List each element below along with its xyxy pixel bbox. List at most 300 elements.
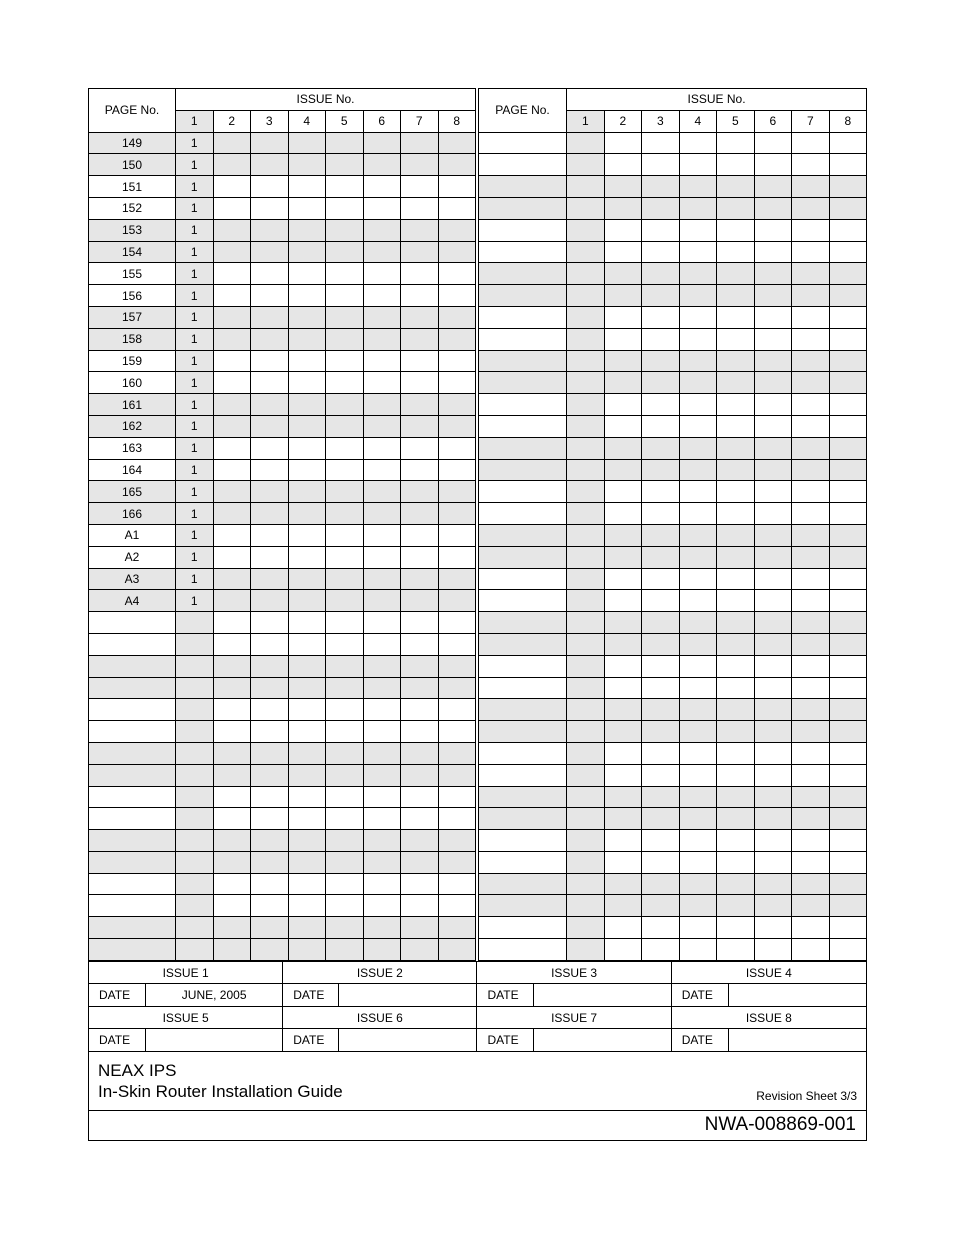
table-row [479,612,867,634]
product-name: NEAX IPS [98,1060,177,1080]
issue-column-3: 3 [642,110,680,132]
issue-7-label: ISSUE 7 [477,1006,671,1029]
issue-2-date-label: DATE [283,984,339,1007]
table-row [89,350,476,372]
issue-cell-5 [326,306,364,328]
issue-cell-2 [604,764,642,786]
issue-cell-8 [438,437,476,459]
page-number-cell [479,830,567,852]
issue-cell-1 [176,612,214,634]
page-number-cell: 150 [89,154,176,176]
issue-cell-2 [213,372,251,394]
issue-cell-1 [567,263,605,285]
table-row [479,895,867,917]
issue-cell-1 [567,524,605,546]
issue-cell-8 [438,415,476,437]
issue-cell-7 [792,394,830,416]
issue-cell-5 [326,917,364,939]
issue-cell-7 [792,590,830,612]
issue-cell-7 [401,241,439,263]
page-number-cell: 154 [89,241,176,263]
issue-cell-2 [604,524,642,546]
issue-cell-7 [401,481,439,503]
table-row [89,241,476,263]
page-number-cell [89,699,176,721]
issue-cell-1 [176,655,214,677]
issue-cell-6 [363,219,401,241]
issue-cell-7 [401,873,439,895]
issue-cell-7 [792,285,830,307]
issue-cell-3 [251,285,289,307]
issue-cell-4 [288,328,326,350]
issue-cell-3 [251,263,289,285]
issue-cell-1: 1 [176,241,214,263]
issue-cell-3 [251,176,289,198]
issue-cell-5 [717,873,755,895]
issue-cell-6 [754,655,792,677]
issue-cell-8 [829,939,867,961]
issue-cell-6 [363,851,401,873]
issue-column-4: 4 [679,110,717,132]
issue-cell-3 [251,939,289,961]
issue-cell-5 [326,503,364,525]
issue-cell-7 [401,394,439,416]
issue-cell-7 [792,219,830,241]
page-number-cell [479,655,567,677]
issue-cell-3 [642,786,680,808]
issue-cell-5 [326,590,364,612]
issue-cell-5 [326,197,364,219]
issue-8-date [728,1029,866,1052]
issue-cell-6 [754,546,792,568]
table-row [479,197,867,219]
issue-cell-6 [754,830,792,852]
issue-cell-4 [288,197,326,219]
issue-cell-7 [401,590,439,612]
issue-cell-3 [642,764,680,786]
table-row [479,328,867,350]
issue-cell-3 [251,633,289,655]
issue-cell-6 [363,176,401,198]
table-row [479,285,867,307]
issue-cell-3 [251,742,289,764]
issue-6-date-label: DATE [283,1029,339,1052]
issue-cell-3 [642,241,680,263]
table-row [89,437,476,459]
issue-column-5: 5 [717,110,755,132]
page-number-cell [89,742,176,764]
issue-cell-1: 1 [176,263,214,285]
issue-cell-5 [326,895,364,917]
page-number-cell [89,721,176,743]
issue-cell-5 [717,808,755,830]
issue-cell-8 [438,481,476,503]
issue-cell-7 [792,568,830,590]
issue-cell-5 [326,546,364,568]
issue-cell-2 [213,285,251,307]
issue-cell-2 [213,764,251,786]
issue-cell-5 [717,176,755,198]
issue-cell-4 [288,481,326,503]
issue-cell-5 [717,786,755,808]
issue-cell-8 [438,263,476,285]
issue-cell-5 [326,176,364,198]
table-row [89,612,476,634]
issue-cell-2 [213,350,251,372]
issue-cell-7 [401,764,439,786]
issue-cell-3 [251,873,289,895]
issue-cell-2 [213,851,251,873]
issue-cell-5 [717,263,755,285]
issue-cell-6 [363,939,401,961]
issue-cell-1 [176,851,214,873]
issue-cell-3 [251,677,289,699]
issue-cell-4 [679,742,717,764]
issue-cell-4 [679,699,717,721]
issue-cell-4 [679,917,717,939]
issue-cell-3 [642,830,680,852]
issue-cell-3 [251,524,289,546]
table-row [479,917,867,939]
issue-cell-7 [792,721,830,743]
issue-cell-5 [717,415,755,437]
issue-cell-2 [604,328,642,350]
issue-cell-8 [829,764,867,786]
issue-cell-6 [363,764,401,786]
issue-cell-1 [567,895,605,917]
issue-cell-3 [251,197,289,219]
issue-cell-2 [604,459,642,481]
issue-cell-1 [176,677,214,699]
page-number-cell [479,481,567,503]
issue-cell-4 [679,306,717,328]
issue-cell-4 [679,655,717,677]
issue-cell-4 [679,830,717,852]
issue-cell-6 [754,306,792,328]
issue-cell-4 [288,633,326,655]
issue-cell-4 [288,917,326,939]
issue-cell-2 [604,590,642,612]
table-row [89,895,476,917]
issue-cell-7 [401,437,439,459]
issue-cell-6 [363,263,401,285]
issue-cell-1 [567,764,605,786]
issue-cell-8 [438,851,476,873]
issue-cell-1 [567,786,605,808]
issue-cell-8 [438,372,476,394]
issue-cell-7 [792,786,830,808]
issue-cell-7 [401,132,439,154]
table-row [89,568,476,590]
issue-cell-8 [438,197,476,219]
issue-cell-1 [567,677,605,699]
issue-cell-5 [326,219,364,241]
issue-cell-1: 1 [176,437,214,459]
issue-cell-1 [176,895,214,917]
issue-cell-1 [567,568,605,590]
issue-cell-3 [642,306,680,328]
issue-cell-6 [754,721,792,743]
issue-cell-4 [288,241,326,263]
issue-cell-8 [829,132,867,154]
issue-cell-1: 1 [176,219,214,241]
issue-cell-3 [251,481,289,503]
issue-5-date [146,1029,283,1052]
issue-cell-8 [829,568,867,590]
page-number-cell: 155 [89,263,176,285]
issue-cell-7 [792,263,830,285]
issue-cell-6 [754,939,792,961]
issue-cell-4 [288,851,326,873]
issue-cell-6 [754,590,792,612]
issue-cell-8 [829,437,867,459]
issue-cell-6 [363,415,401,437]
issue-cell-8 [438,285,476,307]
issue-cell-8 [829,263,867,285]
issue-cell-2 [213,524,251,546]
issue-column-1: 1 [567,110,605,132]
issue-cell-4 [288,350,326,372]
issue-cell-2 [213,219,251,241]
issue-cell-7 [401,612,439,634]
issue-cell-1 [567,721,605,743]
issue-cell-2 [604,568,642,590]
issue-cell-2 [213,394,251,416]
issue-cell-6 [754,633,792,655]
issue-cell-2 [213,612,251,634]
page-number-cell: 157 [89,306,176,328]
issue-cell-1 [567,197,605,219]
issue-cell-5 [326,721,364,743]
issue-cell-3 [642,372,680,394]
issue-cell-2 [604,873,642,895]
issue-cell-1: 1 [176,524,214,546]
table-row [89,939,476,961]
issue-cell-5 [326,241,364,263]
issue-cell-3 [251,219,289,241]
issue-4-date-label: DATE [671,984,728,1007]
table-row [89,197,476,219]
issue-cell-6 [754,742,792,764]
page-number-cell [89,895,176,917]
issue-cell-5 [717,830,755,852]
issue-cell-7 [401,699,439,721]
issue-cell-1 [176,808,214,830]
issue-cell-2 [604,699,642,721]
page-number-cell [479,677,567,699]
issue-cell-7 [792,808,830,830]
table-row [89,830,476,852]
issue-cell-6 [754,219,792,241]
issue-cell-3 [642,808,680,830]
issue-cell-8 [829,285,867,307]
page-number-cell [479,524,567,546]
issue-cell-8 [438,699,476,721]
issue-cell-6 [754,895,792,917]
issue-4-label: ISSUE 4 [671,961,866,984]
issue-cell-4 [288,546,326,568]
issue-cell-6 [754,394,792,416]
issue-cell-6 [363,459,401,481]
issue-cell-2 [213,742,251,764]
issue-cell-8 [829,546,867,568]
issue-cell-7 [792,764,830,786]
issue-cell-4 [288,524,326,546]
issue-cell-7 [401,786,439,808]
page-number-cell [479,939,567,961]
table-row [89,459,476,481]
page-number-cell: 158 [89,328,176,350]
page-number-cell: 151 [89,176,176,198]
page-number-cell: 165 [89,481,176,503]
issue-cell-1 [176,633,214,655]
issue-cell-3 [642,176,680,198]
issue-cell-4 [679,481,717,503]
issue-cell-5 [717,677,755,699]
issue-cell-8 [438,394,476,416]
issue-cell-1 [567,328,605,350]
issue-cell-1: 1 [176,481,214,503]
issue-cell-6 [754,197,792,219]
issue-5-label: ISSUE 5 [89,1006,283,1029]
issue-cell-2 [604,197,642,219]
issue-cell-5 [717,350,755,372]
table-row [479,786,867,808]
issue-cell-1 [567,241,605,263]
issue-cell-3 [642,263,680,285]
page-number-cell: 160 [89,372,176,394]
table-row [479,524,867,546]
issue-cell-7 [401,524,439,546]
issue-cell-4 [288,764,326,786]
issue-cell-4 [679,764,717,786]
issue-cell-2 [604,263,642,285]
issue-cell-7 [792,176,830,198]
issue-cell-2 [213,306,251,328]
issue-cell-7 [401,851,439,873]
issue-column-8: 8 [438,110,476,132]
issue-column-7: 7 [792,110,830,132]
issue-cell-2 [604,546,642,568]
issue-6-label: ISSUE 6 [283,1006,477,1029]
issue-cell-8 [438,808,476,830]
issue-cell-2 [213,873,251,895]
issue-cell-6 [363,546,401,568]
issue-cell-4 [679,546,717,568]
issue-cell-2 [213,830,251,852]
issue-cell-5 [717,481,755,503]
issue-cell-1 [176,742,214,764]
issue-column-8: 8 [829,110,867,132]
page-no-header: PAGE No. [89,89,176,133]
issue-cell-3 [251,655,289,677]
issue-cell-2 [213,786,251,808]
table-row [89,394,476,416]
issue-cell-8 [438,350,476,372]
issue-cell-7 [792,612,830,634]
issue-7-date [533,1029,671,1052]
issue-cell-6 [363,306,401,328]
issue-no-header: ISSUE No. [567,89,867,111]
issue-cell-5 [326,372,364,394]
issue-cell-3 [251,132,289,154]
issue-cell-1 [567,132,605,154]
issue-cell-6 [754,241,792,263]
page-number-cell [479,633,567,655]
issue-cell-6 [363,437,401,459]
issue-cell-5 [326,394,364,416]
issue-cell-5 [717,197,755,219]
issue-cell-1: 1 [176,372,214,394]
issue-cell-2 [604,895,642,917]
table-row [479,742,867,764]
issue-cell-6 [754,132,792,154]
issue-cell-5 [326,655,364,677]
issue-cell-5 [717,503,755,525]
issue-cell-2 [213,437,251,459]
issue-cell-4 [679,677,717,699]
issue-cell-5 [326,939,364,961]
page-number-cell [479,415,567,437]
issue-cell-5 [717,154,755,176]
issue-cell-4 [679,786,717,808]
table-row [479,699,867,721]
issue-cell-5 [717,241,755,263]
table-row [479,721,867,743]
issue-cell-4 [288,394,326,416]
issue-cell-3 [251,895,289,917]
table-row [479,154,867,176]
table-row [479,633,867,655]
table-row [479,677,867,699]
issue-cell-3 [642,917,680,939]
page-number-cell [479,394,567,416]
issue-cell-4 [679,132,717,154]
issue-cell-5 [717,721,755,743]
issue-cell-5 [326,132,364,154]
page-number-cell [479,372,567,394]
issue-cell-8 [829,721,867,743]
issue-cell-4 [288,612,326,634]
issue-cell-3 [251,830,289,852]
issue-column-3: 3 [251,110,289,132]
issue-column-5: 5 [326,110,364,132]
issue-cell-3 [251,612,289,634]
issue-cell-4 [288,699,326,721]
issue-cell-8 [829,830,867,852]
issue-no-header: ISSUE No. [176,89,476,111]
issue-cell-2 [213,895,251,917]
table-row [89,306,476,328]
issue-cell-5 [717,939,755,961]
issue-cell-3 [642,415,680,437]
issue-cell-2 [604,742,642,764]
page-number-cell [479,350,567,372]
issue-cell-1 [567,851,605,873]
issue-cell-5 [717,285,755,307]
issue-cell-2 [213,503,251,525]
issue-cell-5 [717,568,755,590]
issue-cell-6 [363,394,401,416]
issue-1-date-label: DATE [89,984,146,1007]
issue-cell-8 [438,830,476,852]
issue-cell-3 [642,939,680,961]
issue-cell-8 [829,176,867,198]
issue-cell-4 [288,306,326,328]
issue-cell-4 [288,590,326,612]
page-number-cell: 162 [89,415,176,437]
issue-cell-7 [792,830,830,852]
